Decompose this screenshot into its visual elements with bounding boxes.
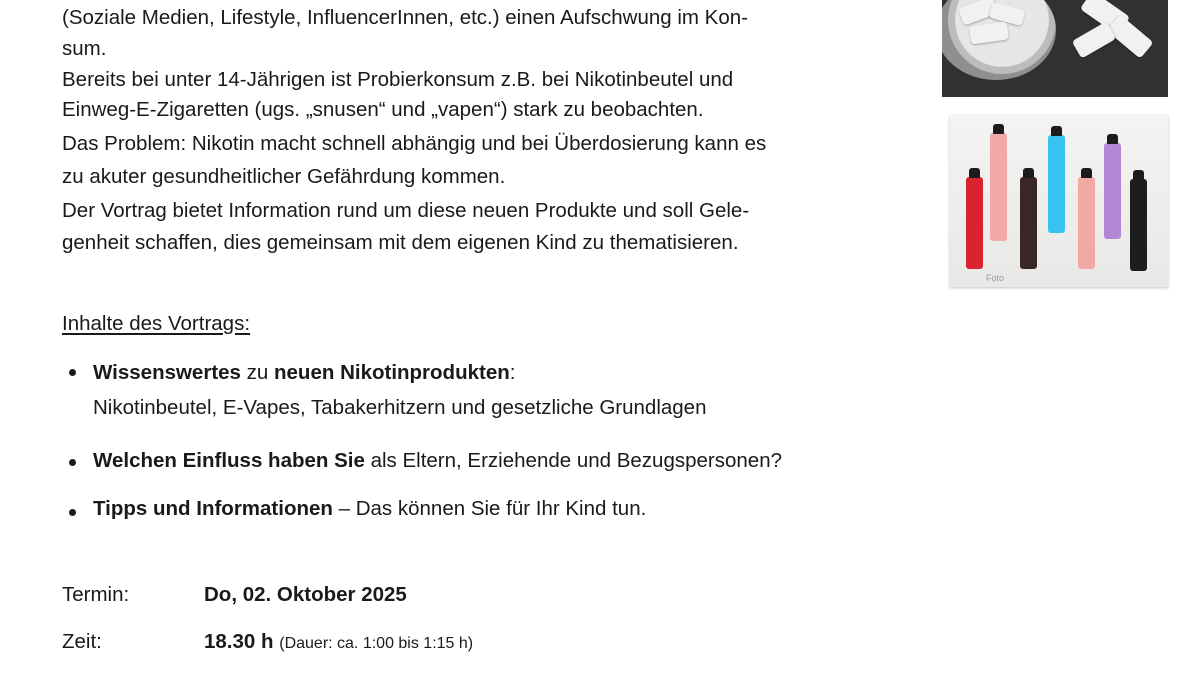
bullet-bold: Tipps und Informationen (93, 497, 333, 520)
termin-date: Do, 02. Oktober 2025 (204, 583, 407, 606)
bullet-text: : (509, 361, 516, 384)
termin-label: Termin: (62, 583, 130, 606)
bullet-bold: Wissenswertes (93, 361, 241, 384)
intro-line: Bereits bei unter 14-Jährigen ist Probierkonsum z.B. bei Nikotinbeutel und (62, 68, 734, 91)
bullet-text: als Eltern, Erziehende und Bezugspersonen? (364, 449, 782, 472)
termin-value (204, 582, 407, 608)
vape-black (1130, 179, 1147, 271)
intro-line: Das Problem: Nikotin macht schnell abhängig und bei Überdosierung kann es (62, 132, 767, 155)
list-item-continuation: Nikotinbeutel, E-Vapes, Tabakerhitzern und gesetzliche Grundlagen (93, 396, 707, 419)
vape-brown (1020, 177, 1037, 269)
zeit-value (204, 629, 473, 657)
vape-red (966, 177, 983, 269)
vape-blue (1048, 135, 1065, 233)
bullet-text: zu (240, 361, 274, 384)
vape-pink (990, 133, 1007, 241)
bullet-text: – Das können Sie für Ihr Kind tun. (332, 497, 647, 520)
zeit-note: (Dauer: ca. 1:00 bis 1:15 h) (279, 635, 474, 652)
bullet-dot (69, 509, 76, 516)
bullet-bold: Welchen Einfluss haben Sie (93, 449, 365, 472)
vape-purple (1104, 143, 1121, 239)
intro-line: (Soziale Medien, Lifestyle, InfluencerInnen, etc.) einen Aufschwung im Kon- (62, 6, 748, 29)
bullet-bold: neuen Nikotinprodukten (274, 361, 510, 384)
nicotine-pouches-photo (942, 0, 1168, 97)
intro-line: Einweg-E-Zigaretten (ugs. „snusen“ und „vapen“) stark zu beobachten. (62, 98, 704, 121)
contents-heading: Inhalte des Vortrags: (62, 312, 251, 335)
intro-line: sum. (62, 37, 107, 60)
zeit-time: 18.30 h (204, 630, 274, 653)
bullet-dot (69, 369, 76, 376)
zeit-label: Zeit: (62, 630, 102, 653)
list-item (93, 496, 646, 522)
disposable-vapes-photo (950, 115, 1168, 287)
intro-line: genheit schaffen, dies gemeinsam mit dem eigenen Kind zu thematisieren. (62, 231, 739, 254)
vape-rose (1078, 177, 1095, 269)
intro-line: zu akuter gesundheitlicher Gefährdung kommen. (62, 165, 506, 188)
pouch (1072, 21, 1117, 58)
intro-line: Der Vortrag bietet Information rund um diese neuen Produkte und soll Gele- (62, 199, 750, 222)
list-item (93, 360, 515, 386)
bullet-dot (69, 459, 76, 466)
photo-credit: Foto (986, 273, 1005, 283)
list-item (93, 448, 782, 474)
